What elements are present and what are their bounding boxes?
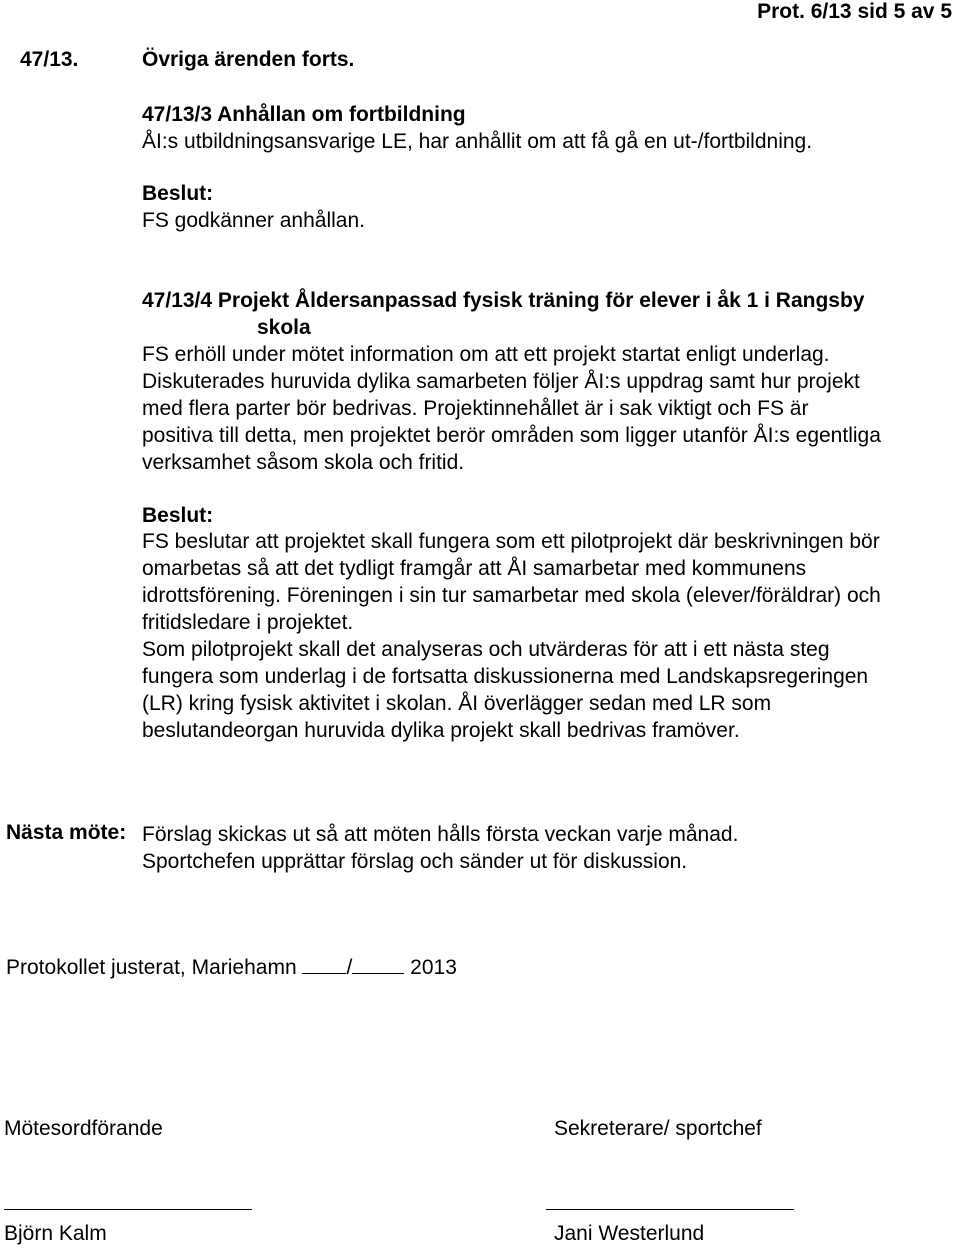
item-47-13-3: [142, 101, 957, 155]
decision-text: [142, 207, 957, 234]
approval-line: [6, 956, 457, 980]
item-heading-line: skola: [257, 316, 311, 339]
decision-line: beslutandeorgan huruvida dylika projekt skall bedrivas framöver.: [142, 719, 740, 742]
item-47-13-4-heading: [142, 287, 957, 341]
body-line: med flera parter bör bedrivas. Projektinnehållet är i sak viktigt och FS är: [142, 397, 809, 420]
chair-name: Björn Kalm: [4, 1222, 107, 1245]
body-line: Diskuterades huruvida dylika samarbeten följer ÅI:s uppdrag samt hur projekt: [142, 370, 860, 393]
decision-line: omarbetas så att det tydligt framgår att ÅI samarbetar med kommunens: [142, 557, 807, 580]
day-blank: [302, 957, 346, 974]
decision-line: FS beslutar att projektet skall fungera som ett pilotprojekt där beskrivningen bör: [142, 530, 880, 553]
decision-text: [142, 528, 957, 744]
item-heading-line: 47/13/4 Projekt Åldersanpassad fysisk träning för elever i åk 1 i Rangsby: [142, 289, 865, 312]
body-line: verksamhet såsom skola och fritid.: [142, 451, 465, 474]
decision-line: FS godkänner anhållan.: [142, 209, 365, 232]
chair-signature-line: [4, 1209, 252, 1210]
chair-label: Mötesordförande: [4, 1117, 163, 1140]
body-line: positiva till detta, men projektet berör områden som ligger utanför ÅI:s egentliga: [142, 424, 881, 447]
approval-year: 2013: [410, 956, 457, 979]
decision-label: [142, 502, 957, 529]
next-meeting-text: [142, 821, 952, 875]
approval-prefix: Protokollet justerat, Mariehamn: [6, 956, 297, 979]
section-number: 47/13.: [20, 48, 79, 71]
decision-line: (LR) kring fysisk aktivitet i skolan. ÅI överlägger sedan med LR som: [142, 692, 772, 715]
decision-line: fungera som underlag i de fortsatta diskussionerna med Landskapsregeringen: [142, 665, 869, 688]
item-body: [142, 341, 957, 476]
body-line: FS erhöll under mötet information om att ett projekt startat enligt underlag.: [142, 343, 830, 366]
decision-line: fritidsledare i projektet.: [142, 611, 354, 634]
next-meeting-label: Nästa möte:: [6, 821, 127, 844]
decision-label-text: Beslut:: [142, 504, 214, 527]
decision-label-text: Beslut:: [142, 182, 214, 205]
next-meeting-line: Sportchefen upprättar förslag och sänder ut för diskussion.: [142, 850, 688, 873]
month-blank: [352, 957, 404, 974]
decision-line: idrottsförening. Föreningen i sin tur samarbetar med skola (elever/föräldrar) och: [142, 584, 881, 607]
secretary-name: Jani Westerlund: [554, 1222, 705, 1245]
decision-line: Som pilotprojekt skall det analyseras och utvärderas för att i ett nästa steg: [142, 638, 830, 661]
date-separator: /: [346, 956, 353, 979]
section-title: Övriga ärenden forts.: [142, 48, 355, 71]
page-reference: Prot. 6/13 sid 5 av 5: [757, 0, 952, 23]
next-meeting-line: Förslag skickas ut så att möten hålls första veckan varje månad.: [142, 823, 739, 846]
item-text: ÅI:s utbildningsansvarige LE, har anhållit om att få gå en ut-/fortbildning.: [142, 130, 813, 153]
secretary-label: Sekreterare/ sportchef: [554, 1117, 762, 1140]
decision-label: [142, 180, 957, 207]
item-heading: 47/13/3 Anhållan om fortbildning: [142, 103, 466, 126]
secretary-signature-line: [546, 1209, 794, 1210]
